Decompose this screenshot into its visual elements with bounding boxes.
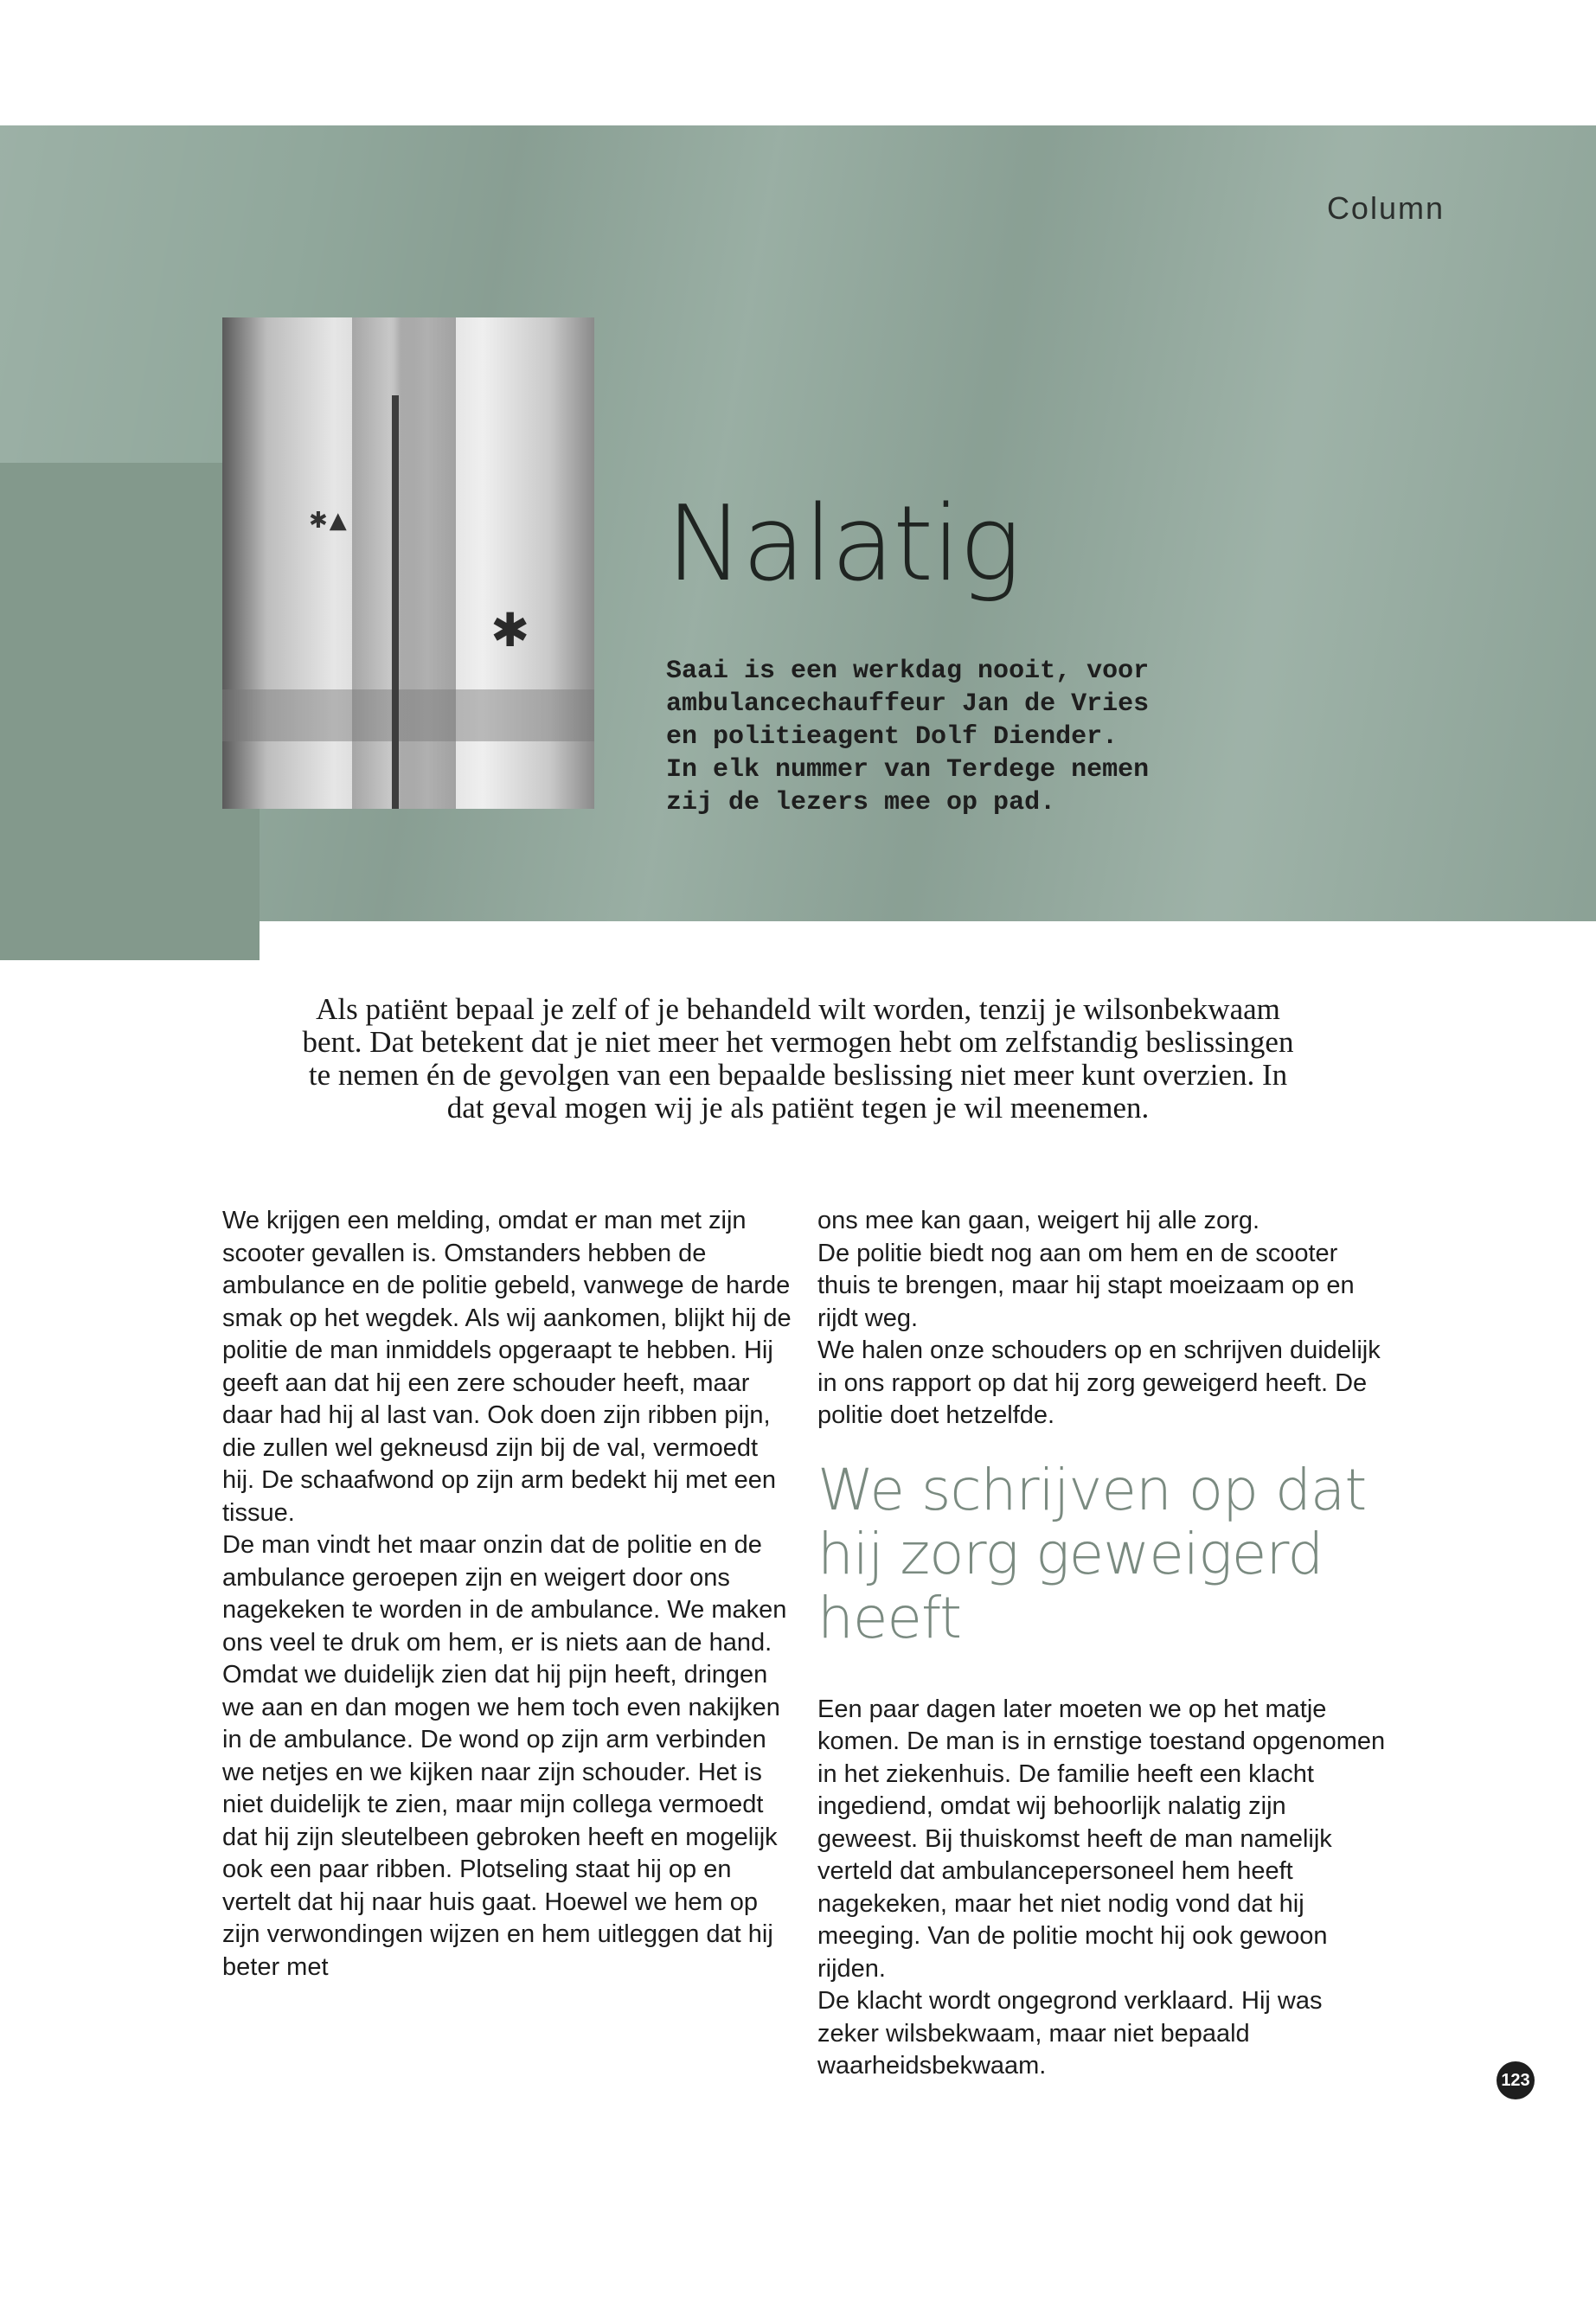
- body-paragraph: De man vindt het maar onzin dat de politie en de ambulance geroepen zijn en weigert door ons nagekeken te worden in de ambulance. We maken ons veel te druk om hem, er is niets aan de hand.: [222, 1531, 787, 1657]
- body-paragraph: Omdat we duidelijk zien dat hij pijn heeft, dringen we aan en dan mogen we hem toch even nakijken in de ambulance. De wond op zijn arm verbinden we netjes en we kijken naar zijn schouder. Het is niet duidelijk te zien, maar mijn collega vermoedt dat hij zijn sleutelbeen gebroken heeft en mogelijk ook een paar ribben. Plotseling staat hij op en vertelt dat hij naar huis gaat. Hoewel we hem op zijn verwondingen wijzen en hem uitleggen dat hij beter met: [222, 1661, 780, 1981]
- page-number: 123: [1497, 2061, 1535, 2099]
- decorative-block: [0, 463, 260, 960]
- body-paragraph: ons mee kan gaan, weigert hij alle zorg.: [817, 1207, 1260, 1234]
- star-of-life-icon: ✱: [490, 603, 530, 657]
- star-of-life-icon: ✱▲: [309, 508, 349, 534]
- body-paragraph: We krijgen een melding, omdat er man met zijn scooter gevallen is. Omstanders hebben de ambulance en de politie gebeld, vanwege de harde smak op het wegdek. Als wij aankomen, blijkt hij de politie de man inmiddels opgeraapt te hebben. Hij geeft aan dat hij een zere schouder heeft, maar daar had hij al last van. Ook doen zijn ribben pijn, die zullen wel gekneusd zijn bij de val, vermoedt hij. De schaafwond op zijn arm bedekt hij met een tissue.: [222, 1207, 792, 1527]
- body-paragraph: De klacht wordt ongegrond verklaard. Hij was zeker wilsbekwaam, maar niet bepaald waarheidsbekwaam.: [817, 1987, 1323, 2080]
- ambulance-uniform-photo: [222, 317, 594, 809]
- body-paragraph: We halen onze schouders op en schrijven duidelijk in ons rapport op dat hij zorg geweigerd heeft. De politie doet hetzelfde.: [817, 1336, 1381, 1429]
- zipper-detail: [392, 395, 399, 809]
- pull-quote: We schrijven op dat hij zorg geweigerd heeft: [817, 1456, 1367, 1651]
- lead-paragraph: Als patiënt bepaal je zelf of je behandeld wilt worden, tenzij je wilsonbekwaam bent. Dat betekent dat je niet meer het vermogen hebt om zelfstandig beslissingen te nemen én de gevolgen van een bepaalde beslissing niet meer kunt overzien. In dat geval mogen wij je als patiënt tegen je wil meenemen.: [302, 992, 1294, 1125]
- body-paragraph: De politie biedt nog aan om hem en de scooter thuis te brengen, maar hij stapt moeizaam op en rijdt weg.: [817, 1239, 1355, 1332]
- article-intro: Saai is een werkdag nooit, voor ambulancechauffeur Jan de Vries en politieagent Dolf Diender. In elk nummer van Terdege nemen zij de lezers mee op pad.: [666, 657, 1150, 817]
- body-column-right: [817, 1205, 1388, 2083]
- article-title: Nalatig: [666, 484, 1020, 605]
- body-paragraph: Een paar dagen later moeten we op het matje komen. De man is in ernstige toestand opgenomen in het ziekenhuis. De familie heeft een klacht ingediend, omdat wij behoorlijk nalatig zijn geweest. Bij thuiskomst heeft de man namelijk verteld dat ambulancepersoneel hem heeft nagekeken, maar het niet nodig vond dat hij meeging. Van de politie mocht hij ook gewoon rijden.: [817, 1695, 1386, 1983]
- body-column-left: [222, 1205, 793, 1984]
- section-label: Column: [1326, 190, 1445, 226]
